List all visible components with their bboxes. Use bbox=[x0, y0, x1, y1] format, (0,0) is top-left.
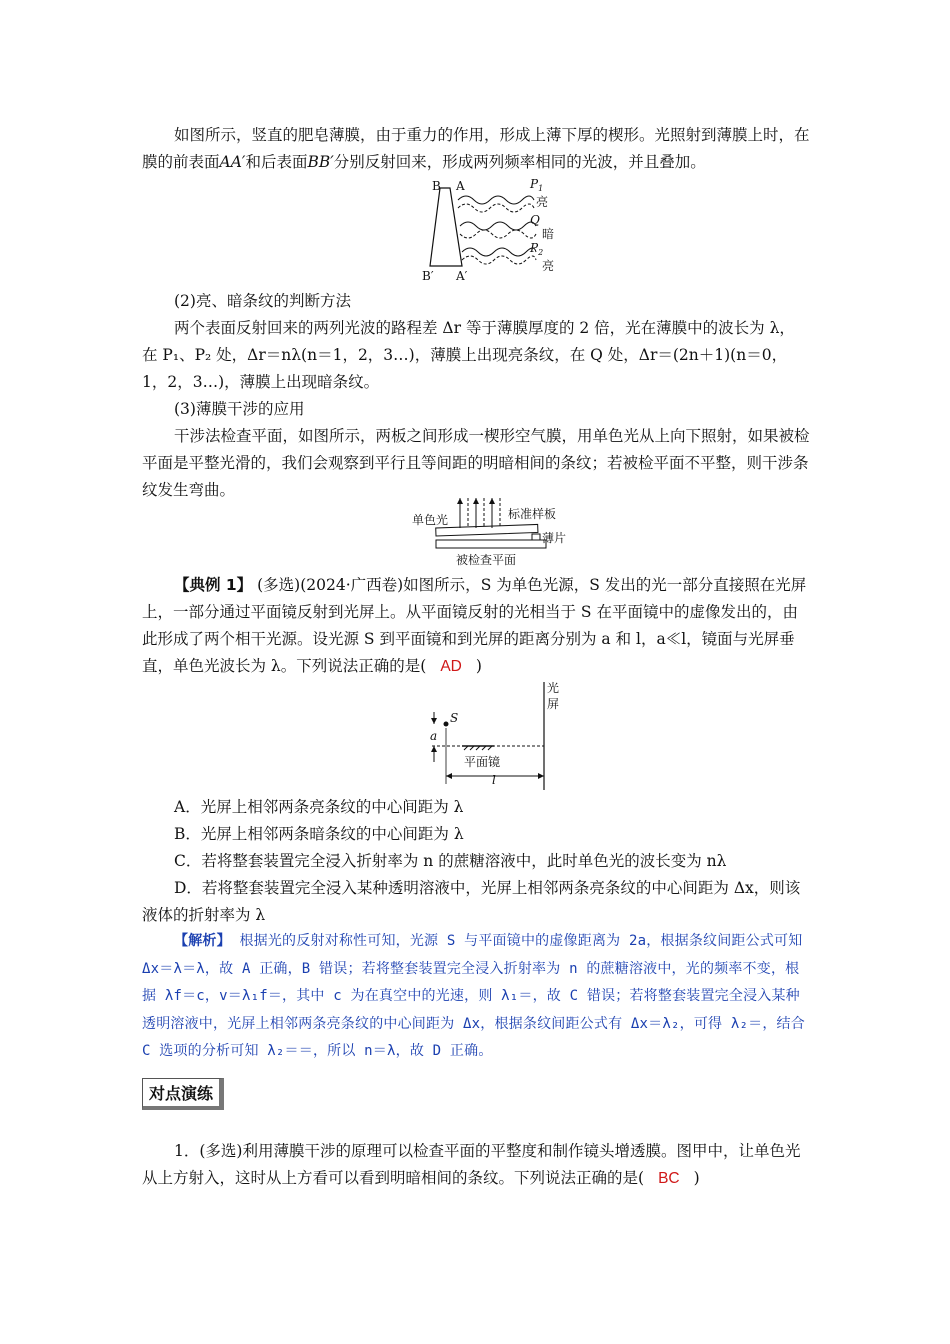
lloyd-mirror-figure bbox=[410, 680, 570, 792]
thin-sheet bbox=[532, 534, 540, 540]
wave-p1-a bbox=[458, 196, 534, 204]
paragraph-flatness-test: 干涉法检查平面，如图所示，两板之间形成一楔形空气膜，用单色光从上向下照射，如果被检平面是平整光滑的，我们会观察到平行且等间距的明暗相间的条纹；若被检平面不平整，则干涉条纹发生弯曲。 bbox=[142, 427, 810, 499]
label-tested-plane: 被检查平面 bbox=[456, 553, 517, 567]
option-c: C．若将整套装置完全浸入折射率为 n 的蔗糖溶液中，此时单色光的波长变为 nλ bbox=[174, 852, 727, 870]
label-p1: $P_1$ bbox=[530, 178, 544, 193]
example-question: 【典例 1】 (多选)(2024·广西卷)如图所示，S 为单色光源，S 发出的光一部分直接照在光屏上，一部分通过平面镜反射到光屏上。从平面镜反射的光相当于 S 在平面镜中的虚像发出的，由此形成了两个相干光源。设光源 S 到平面镜和到光屏的距离分别为 a 和 l，a≪l，镜面与光屏垂直，单色光波长为 λ。下列说法正确的是( AD ) bbox=[142, 576, 807, 675]
wave-p2-b bbox=[462, 256, 536, 264]
section-title: 对点演练 bbox=[142, 1078, 224, 1110]
label-mirror: 平面镜 bbox=[464, 755, 501, 769]
q1-answer: BC bbox=[658, 1170, 680, 1187]
label-b-prime: B′ bbox=[422, 269, 434, 283]
label-bright-2: 亮 bbox=[542, 259, 555, 273]
label-l: l bbox=[492, 773, 496, 787]
source-point bbox=[444, 722, 449, 727]
tested-plate bbox=[436, 540, 546, 548]
label-dark: 暗 bbox=[542, 227, 555, 241]
film-wedge bbox=[430, 188, 462, 266]
heading-bright-dark: (2)亮、暗条纹的判断方法 bbox=[174, 292, 351, 310]
label-p2: $P_2$ bbox=[530, 241, 544, 257]
label-q: Q bbox=[530, 213, 540, 227]
label-s: S bbox=[450, 711, 459, 725]
label-a-prime: A′ bbox=[456, 269, 468, 283]
standard-plate bbox=[436, 524, 538, 536]
wave-q-a bbox=[460, 222, 536, 230]
label-thin-sheet: 薄片 bbox=[542, 531, 567, 545]
wave-q-b bbox=[460, 230, 536, 238]
label-a: A bbox=[456, 179, 465, 193]
example-answer: AD bbox=[440, 658, 462, 675]
soap-film-figure bbox=[418, 178, 568, 284]
flatness-test-figure bbox=[410, 494, 582, 570]
option-d: D．若将整套装置完全浸入某种透明溶液中，光屏上相邻两条亮条纹的中心间距为 Δx，则该液体的折射率为 λ bbox=[142, 879, 801, 924]
wave-p1-b bbox=[458, 204, 534, 212]
label-bright-1: 亮 bbox=[536, 195, 549, 209]
paragraph-soap-film: 如图所示，竖直的肥皂薄膜，由于重力的作用，形成上薄下厚的楔形。光照射到薄膜上时，在膜的前表面AA′和后表面BB′分别反射回来，形成两列频率相同的光波，并且叠加。 bbox=[142, 126, 810, 171]
option-b: B．光屏上相邻两条暗条纹的中心间距为 λ bbox=[174, 825, 464, 843]
label-screen-1: 光 bbox=[547, 681, 560, 695]
label-screen-2: 屏 bbox=[547, 697, 560, 711]
heading-applications: (3)薄膜干涉的应用 bbox=[174, 400, 305, 418]
label-standard-plate: 标准样板 bbox=[508, 507, 557, 521]
label-monochromatic: 单色光 bbox=[412, 513, 449, 527]
label-a-distance: a bbox=[430, 729, 438, 743]
wave-p2-a bbox=[462, 248, 536, 256]
question-1: 1．(多选)利用薄膜干涉的原理可以检查平面的平整度和制作镜头增透膜。图甲中，让单色光从上方射入，这时从上方看可以看到明暗相间的条纹。下列说法正确的是( BC ) bbox=[142, 1142, 801, 1187]
paragraph-fringe-condition: 两个表面反射回来的两列光波的路程差 Δr 等于薄膜厚度的 2 倍，光在薄膜中的波长为 λ，在 P₁、P₂ 处，Δr＝nλ(n＝1，2，3…)，薄膜上出现亮条纹，在 Q 处，Δr＝(2n＋1)(n＝0，1，2，3…)，薄膜上出现暗条纹。 bbox=[142, 319, 795, 391]
analysis: 【解析】 根据光的反射对称性可知，光源 S 与平面镜中的虚像距离为 2a，根据条纹间距公式可知 Δx＝λ＝λ，故 A 正确，B 错误；若将整套装置完全浸入折射率为 n 的蔗糖溶液中，光的频率不变，根据 λf＝c，v＝λ₁f＝，其中 c 为在真空中的光速，则 λ₁＝，故 C 错误；若将整套装置完全浸入某种透明溶液中，光屏上相邻两条亮条纹的中心间距为 Δx，根据条纹间距公式有 Δx＝λ₂，可得 λ₂＝，结合 C 选项的分析可知 λ₂＝＝，所以 n＝λ，故 D 正确。 bbox=[142, 933, 805, 1059]
option-a: A．光屏上相邻两条亮条纹的中心间距为 λ bbox=[174, 798, 464, 816]
label-b: B bbox=[432, 179, 441, 193]
